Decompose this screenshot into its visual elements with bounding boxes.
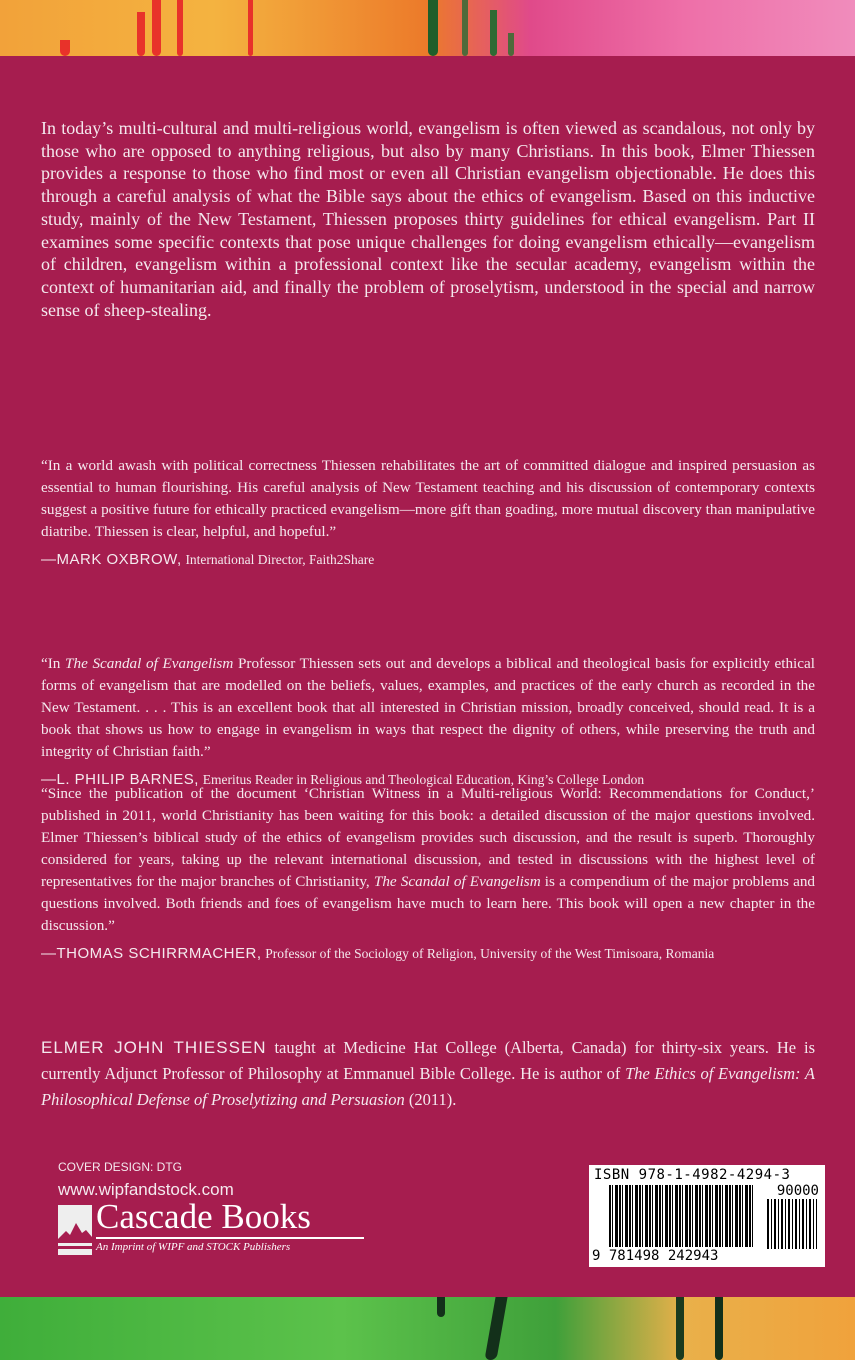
cover-design-credit: COVER DESIGN: DTG xyxy=(58,1160,183,1174)
ean-number: 9 781498 242943 xyxy=(592,1248,719,1264)
mountain-icon xyxy=(58,1205,92,1255)
endorsement-quote: “In a world awash with political correctness Thiessen rehabilitates the art of committed dialogue and inspired persuasion as essential to human flourishing. His careful analysis of New Testament teaching and his discussion of contemporary contexts suggest a positive future for ethically practiced evangelism—more gift than goading, more mutual discovery than manipulative diatribe. Thiessen is clear, helpful, and hopeful.” xyxy=(41,457,815,540)
publisher-tagline: An Imprint of WIPF and STOCK Publishers xyxy=(96,1241,291,1253)
publisher-name: Cascade Books xyxy=(96,1197,311,1236)
endorsement-attribution: —THOMAS SCHIRRMACHER, Professor of the Sociology of Religion, University of the West Timisoara, Romania xyxy=(41,945,715,962)
endorsement-attribution: —L. PHILIP BARNES, Emeritus Reader in Religious and Theological Education, King’s College London xyxy=(41,771,645,788)
endorsement-barnes xyxy=(41,653,815,789)
endorsement-quote: “In The Scandal of Evangelism Professor Thiessen sets out and develops a biblical and theological basis for explicitly ethical forms of evangelism that are modelled on the beliefs, values, examples, and practices of the early church as recorded in the New Testament. . . . This is an excellent book that all interested in Christian mission, broadly conceived, should read. It is a book that shows us how to engage in evangelism in ways that respect the dignity of others, while preserving the truth and integrity of Christian faith.” xyxy=(41,655,815,760)
endorsement-oxbrow xyxy=(41,455,815,569)
price-addon: 90000 xyxy=(776,1183,819,1199)
endorsement-schirrmacher xyxy=(41,783,815,963)
addon-bars xyxy=(767,1199,817,1249)
isbn-barcode xyxy=(589,1165,825,1267)
author-bio: ELMER JOHN THIESSEN taught at Medicine Hat College (Alberta, Canada) for thirty-six years. He is currently Adjunct Professor of Philosophy at Emmanuel Bible College. He is author of The Ethics of Evangelism: A Philosophical Defense of Proselytizing and Persuasion (2011). xyxy=(41,1038,815,1109)
isbn-text: ISBN 978-1-4982-4294-3 xyxy=(594,1167,791,1183)
publisher-url: www.wipfandstock.com xyxy=(58,1180,234,1199)
logo-divider xyxy=(96,1237,364,1239)
top-artwork-band xyxy=(0,0,855,56)
endorsement-quote: “Since the publication of the document ‘Christian Witness in a Multi-religious World: Recommendations for Conduct,’ published in 2011, world Christianity has been waiting for this book: a detailed discussion of the major questions involved. Elmer Thiessen’s biblical study of the ethics of evangelism provides such discussion, and the result is superb. Thoroughly considered for years, taking up the relevant international discussion, and tested in discussions with the highest level of representatives for the major branches of Christianity, The Scandal of Evangelism is a compendium of the major problems and questions involved. Both friends and foes of evangelism have much to learn here. This book will open a new chapter in the discussion.” xyxy=(41,785,816,934)
bottom-artwork-band xyxy=(0,1297,855,1360)
endorsement-attribution: —MARK OXBROW, International Director, Faith2Share xyxy=(41,551,375,568)
publisher-logo xyxy=(58,1197,368,1258)
book-description: In today’s multi-cultural and multi-religious world, evangelism is often viewed as scandalous, not only by those who are opposed to anything religious, but also by many Christians. In this book, Elmer Thiessen provides a response to those who find most or even all Christian evangelism objectionable. He does this through a careful analysis of what the Bible says about the ethics of evangelism. Based on this inductive study, mainly of the New Testament, Thiessen proposes thirty guidelines for ethical evangelism. Part II examines some specific contexts that pose unique challenges for doing evangelism ethically—evangelism of children, evangelism within a professional context like the secular academy, evangelism within the context of humanitarian aid, and finally the problem of proselytism, understood in the special and narrow sense of sheep-stealing. xyxy=(41,118,815,320)
barcode-bars xyxy=(609,1185,754,1247)
